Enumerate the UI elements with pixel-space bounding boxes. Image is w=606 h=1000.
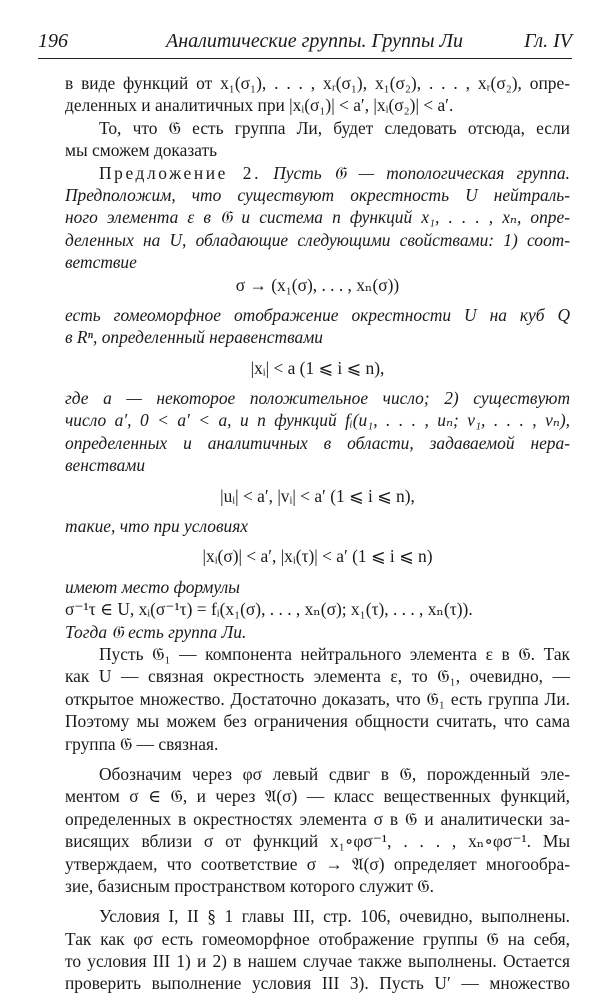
text-line: Поэтому мы можем без ограничения общности считать, что сама [65, 711, 570, 732]
running-title: Аналитические группы. Группы Ли [166, 30, 464, 52]
text-line: группа 𝔊 — связная. [65, 733, 219, 754]
running-header [38, 30, 572, 56]
formula: σ → (x₁(σ), . . . , xₙ(σ)) [235, 274, 400, 295]
text-line: то условия III 1) и 2) в нашем случае также выполнены. Остается [65, 951, 570, 972]
text-line: мы сможем доказать [65, 140, 217, 161]
text-line: определенных и аналитичных в области, задаваемой нера- [65, 432, 570, 453]
text-line: деленных на U, обладающие следующими свойствами: 1) соот- [65, 229, 570, 250]
text-line: в Rⁿ, определенный неравенствами [65, 327, 323, 348]
text-line: в виде функций от x₁(σ₁), . . . , xᵣ(σ₁), x₁(σ₂), . . . , xᵣ(σ₂), опре- [65, 73, 570, 93]
formula: |xᵢ(σ)| < a′, |xᵢ(τ)| < a′ (1 ⩽ i ⩽ n) [202, 546, 433, 567]
page-number: 196 [38, 30, 68, 52]
text-line: есть гомеоморфное отображение окрестности U на куб Q [65, 304, 570, 325]
text-line: Обозначим через φσ левый сдвиг в 𝔊, порожденный эле- [99, 763, 570, 784]
text-line: ментом σ ∈ 𝔊, и через 𝔄(σ) — класс вещественных функций, [65, 786, 570, 807]
text-line: зие, базисным пространством которого служит 𝔊. [65, 875, 434, 896]
header-rule [38, 58, 572, 59]
text-line: Пусть 𝔊₁ — компонента нейтрального элемента ε в 𝔊. Так [99, 643, 570, 664]
formula: |xᵢ| < a (1 ⩽ i ⩽ n), [250, 357, 385, 378]
formula: σ⁻¹τ ∈ U, xᵢ(σ⁻¹τ) = fᵢ(x₁(σ), . . . , xₙ(σ); x₁(τ), . . . , xₙ(τ)). [65, 599, 473, 620]
text-line: где a — некоторое положительное число; 2) существуют [65, 388, 570, 409]
text-line: Пусть 𝔊 — топологическая группа. [273, 162, 570, 183]
text-line: число a′, 0 < a′ < a, и n функций fᵢ(u₁, . . . , uₙ; v₁, . . . , vₙ), [65, 410, 570, 431]
text-line: Предположим, что существуют окрестность U нейтраль- [65, 184, 570, 205]
proposition-line [65, 162, 570, 184]
text-line: открытое множество. Достаточно доказать, что 𝔊₁ есть группа Ли. [65, 688, 570, 709]
page-body [65, 72, 570, 995]
text-line: То, что 𝔊 есть группа Ли, будет следовать отсюда, если [99, 117, 570, 138]
chapter-label: Гл. IV [524, 30, 572, 52]
proposition-heading: Предложение 2. [99, 162, 262, 183]
formula: |uᵢ| < a′, |vᵢ| < a′ (1 ⩽ i ⩽ n), [220, 485, 415, 506]
text-line: Тогда 𝔊 есть группа Ли. [65, 621, 247, 642]
text-line: ного элемента ε в 𝔊 и система n функций x₁, . . . , xₙ, опре- [65, 207, 570, 228]
text-line: Так как φσ есть гомеоморфное отображение группы 𝔊 на себя, [65, 928, 570, 949]
text-line: Условия I, II § 1 главы III, стр. 106, очевидно, выполнены. [99, 906, 570, 927]
text-line: ветствие [65, 252, 137, 273]
text-line: такие, что при условиях [65, 516, 249, 537]
text-line: имеют место формулы [65, 576, 240, 597]
text-line: висящих вблизи σ от функций x₁∘φσ⁻¹, . . . , xₙ∘φσ⁻¹. Мы [65, 831, 570, 852]
text-line: проверить выполнение условия III 3). Пусть U′ — множество [65, 973, 570, 994]
text-line: венствами [65, 455, 146, 476]
text-line: как U — связная окрестность элемента ε, то 𝔊₁, очевидно, — [65, 666, 570, 687]
text-line: утверждаем, что соответствие σ → 𝔄(σ) определяет многообра- [65, 853, 570, 874]
text-line: деленных и аналитичных при |xᵢ(σ₁)| < a′, |xᵢ(σ₂)| < a′. [65, 95, 454, 116]
text-line: определенных в окрестностях элемента σ в 𝔊 и аналитически за- [65, 808, 570, 829]
